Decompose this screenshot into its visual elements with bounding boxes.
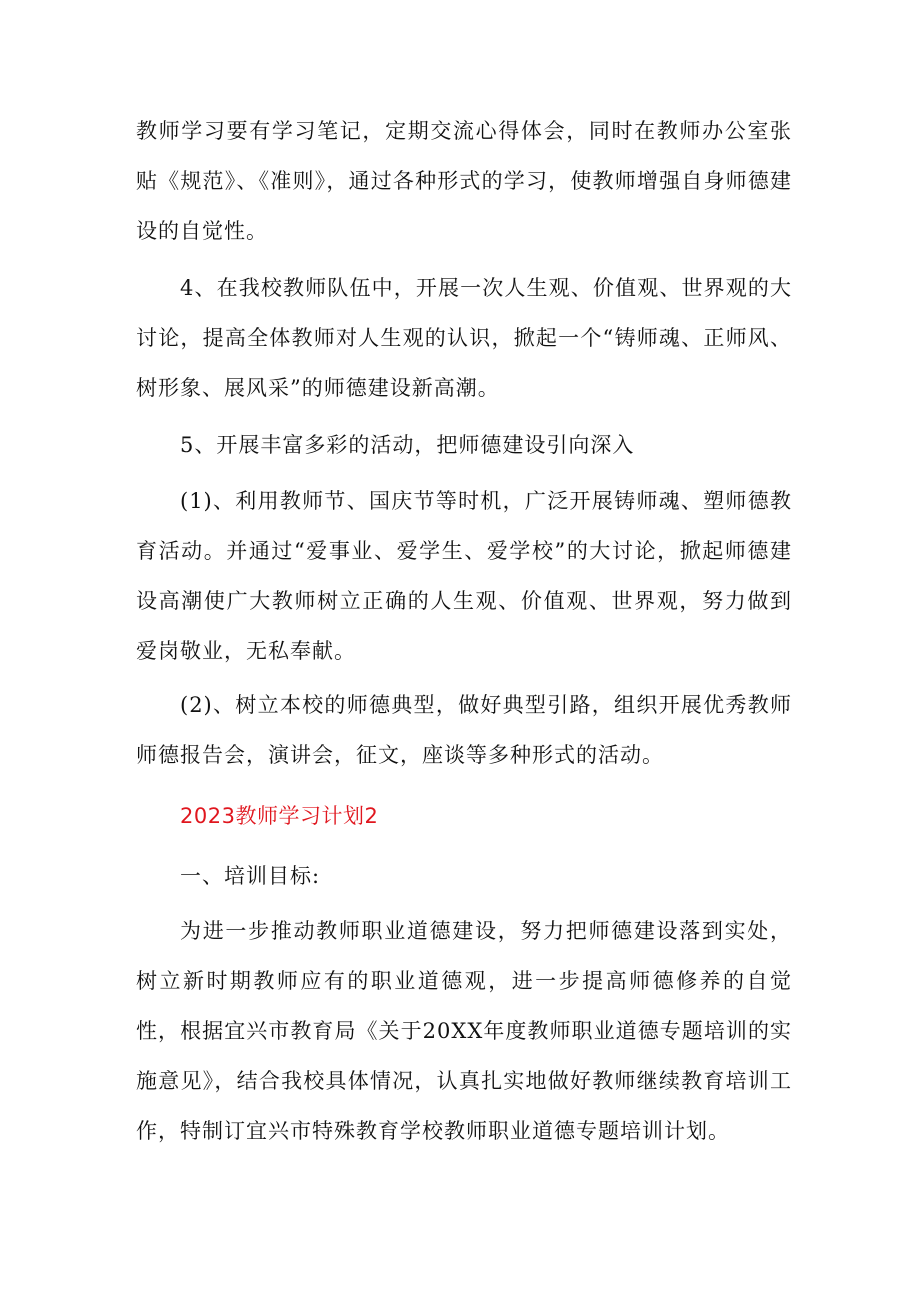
paragraph-item-5: 5、开展丰富多彩的活动，把师德建设引向深入 — [180, 433, 635, 457]
paragraph-item-4: 4、在我校教师队伍中，开展一次人生观、价值观、世界观的大讨论，提高全体教师对人生观的认识，掀起一个“铸师魂、正师风、树形象、展风采”的师德建设新高潮。 — [136, 276, 792, 400]
paragraph-study-notes: 教师学习要有学习笔记，定期交流心得体会，同时在教师办公室张贴《规范》、《准则》，通过各种形式的学习，使教师增强自身师德建设的自觉性。 — [136, 119, 792, 243]
section-subheading: 一、培训目标: — [180, 864, 321, 888]
paragraph-training-goal: 为进一步推动教师职业道德建设，努力把师德建设落到实处，树立新时期教师应有的职业道德观，进一步提高师德修养的自觉性，根据宜兴市教育局《关于20XX年度教师职业道德专题培训的实施意见》，结合我校具体情况，认真扎实地做好教师继续教育培训工作，特制订宜兴市特殊教育学校教师职业道德专题培训计划。 — [136, 919, 792, 1143]
section-title: 2023教师学习计划2 — [180, 804, 379, 828]
paragraph-subitem-1: (1)、利用教师节、国庆节等时机，广泛开展铸师魂、塑师德教育活动。并通过“爱事业、爱学生、爱学校”的大讨论，掀起师德建设高潮使广大教师树立正确的人生观、价值观、世界观，努力做到爱岗敬业，无私奉献。 — [136, 489, 792, 663]
paragraph-subitem-2: (2)、树立本校的师德典型，做好典型引路，组织开展优秀教师师德报告会，演讲会，征文，座谈等多种形式的活动。 — [136, 693, 792, 767]
